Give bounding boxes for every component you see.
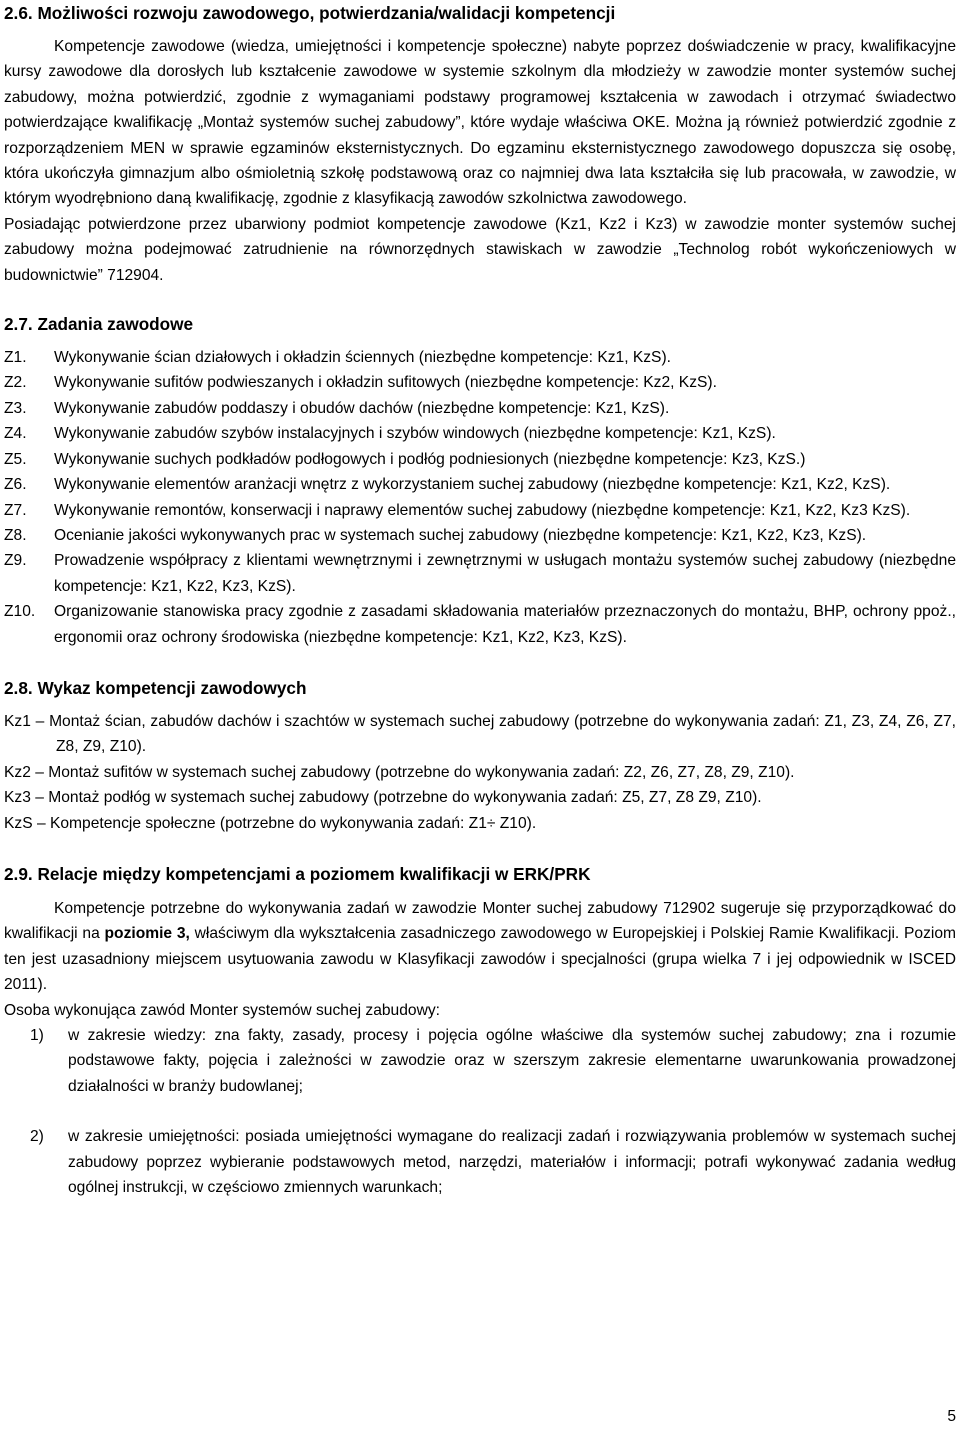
list-marker: 2) [30,1128,44,1146]
task-text: Prowadzenie współpracy z klientami wewnętrznymi i zewnętrznymi w usługach montażu systemów suchej zabudowy (niezbędne kompetencje: Kz1, Kz2, Kz3, KzS). [54,552,956,595]
task-item [4,472,956,497]
task-code: Z1. [4,349,27,367]
section-2-6-paragraph-1: Kompetencje zawodowe (wiedza, umiejętności i kompetencje społeczne) nabyte poprzez doświadczenie w pracy, kwalifikacyjne kursy zawodowe dla dorosłych lub kształcenie zawodowe w systemie szkolnym dla młodzieży w zawodzie monter systemów suchej zabudowy, można potwierdzić, zgodnie z wymaganiami podstawy programowej kształcenia w zawodach i otrzymać świadectwo potwierdzające kwalifikację „Montaż systemów suchej zabudowy”, które wydaje właściwa OKE. Można ją również potwierdzić zgodnie z rozporządzeniem MEN w sprawie egzaminów eksternistycznych. Do egzaminu eksternistycznego zawodowego dopuszcza się osobę, która ukończyła gimnazjum albo ośmioletnią szkołę podstawową oraz co najmniej dwa lata kształciła się lub pracowała, w zawodzie, w którym wyodrębniono daną kwalifikację, zgodnie z klasyfikacją zawodów szkolnictwa zawodowego. [4,38,956,208]
competence-item [4,811,956,836]
section-heading-2-9: 2.9. Relacje między kompetencjami a poziomem kwalifikacji w ERK/PRK [4,863,591,884]
competence-text: Montaż ścian, zabudów dachów i szachtów w systemach suchej zabudowy (potrzebne do wykonywania zadań: Z1, Z3, Z4, Z6, Z7, Z8, Z9, Z10). [49,712,956,756]
task-list [4,345,956,650]
task-text: Ocenianie jakości wykonywanych prac w systemach suchej zabudowy (niezbędne kompetencje: Kz1, Kz2, Kz3, KzS). [54,526,867,544]
competence-code: Kz3 [4,789,31,807]
task-code: Z2. [4,374,27,392]
task-code: Z10. [4,603,36,621]
task-text: Organizowanie stanowiska pracy zgodnie z zasadami składowania materiałów przeznaczonych do montażu, BHP, ochrony ppoż., ergonomii oraz ochrony środowiska (niezbędne kompetencje: Kz1, Kz2, Kz3, KzS). [54,603,956,646]
task-item [4,421,956,446]
task-text: Wykonywanie zabudów poddaszy i obudów dachów (niezbędne kompetencje: Kz1, KzS). [54,399,670,417]
competence-text: Montaż sufitów w systemach suchej zabudowy (potrzebne do wykonywania zadań: Z2, Z6, Z7, Z8, Z9, Z10). [48,763,795,781]
task-item [4,345,956,370]
competence-dash: – [36,814,46,832]
task-text: Wykonywanie remontów, konserwacji i naprawy elementów suchej zabudowy (niezbędne kompetencje: Kz1, Kz2, Kz3 KzS). [54,501,911,519]
task-item [4,396,956,421]
task-item [4,498,956,523]
task-code: Z8. [4,526,27,544]
qualification-level: poziomie 3, [104,925,190,943]
competence-item [4,785,956,810]
competence-code: Kz1 [4,712,31,730]
task-item [4,447,956,472]
competence-dash: – [35,763,44,781]
section-2-9-paragraph-1 [4,896,956,998]
page-number: 5 [947,1408,956,1425]
competence-list [4,709,956,836]
competence-item [4,760,956,785]
task-item [4,599,956,650]
section-heading-2-6: 2.6. Możliwości rozwoju zawodowego, potwierdzania/walidacji kompetencji [4,3,616,23]
section-2-9-paragraph-2: Osoba wykonująca zawód Monter systemów suchej zabudowy: [4,1001,440,1019]
task-code: Z5. [4,450,27,468]
numbered-list-item [4,1124,956,1200]
numbered-list-item [4,1023,956,1099]
task-code: Z3. [4,399,27,417]
numbered-list [4,1023,956,1200]
section-heading-2-7: 2.7. Zadania zawodowe [4,314,194,335]
competence-item [4,709,956,760]
list-item-text: w zakresie wiedzy: zna fakty, zasady, procesy i pojęcia ogólne właściwe dla systemów suchej zabudowy; zna i rozumie podstawowe fakty, pojęcia i zależności w zawodzie oraz w szerszym zakresie elementarne uwarunkowania prowadzonej działalności w branży budowlanej; [68,1027,956,1095]
section-heading-2-8: 2.8. Wykaz kompetencji zawodowych [4,677,307,698]
competence-code: Kz2 [4,763,31,781]
section-2-6-paragraph-2: Posiadając potwierdzone przez ubarwiony podmiot kompetencje zawodowe (Kz1, Kz2 i Kz3) w zawodzie monter systemów suchej zabudowy można podejmować zatrudnienie na równorzędnych stawiskach w zawodzie „Technolog robót wykończeniowych w budownictwie” 712904. [4,215,956,284]
task-code: Z7. [4,501,27,519]
paragraph-text-part: właściwym dla wykształcenia zasadniczego zawodowego w Europejskiej i Polskiej Ramie Kwalifikacji. Poziom ten jest uzasadniony miejscem usytuowania zawodu w Klasyfikacji zawodów i specjalności (grupa wielka 7 i jej odpowiednik w ISCED 2011). [4,925,956,994]
task-item [4,523,956,548]
competence-dash: – [35,789,44,807]
paragraph-text-part: Kompetencje potrzebne do wykonywania zadań w zawodzie Monter suchej zabudowy 712902 sugeruje się przyporządkować do kwalifikacji na [4,899,956,943]
task-code: Z9. [4,552,27,570]
task-code: Z6. [4,476,27,494]
task-item [4,370,956,395]
competence-text: Kompetencje społeczne (potrzebne do wykonywania zadań: Z1÷ Z10). [49,814,537,832]
list-item-text: w zakresie umiejętności: posiada umiejętności wymagane do realizacji zadań i rozwiązywania problemów w systemach suchej zabudowy poprzez wybieranie podstawowych metod, narzędzi, materiałów i informacji; potrafi wykonywać zadania według ogólnej instrukcji, w częściowo zmiennych warunkach; [68,1128,956,1197]
competence-text: Montaż podłóg w systemach suchej zabudowy (potrzebne do wykonywania zadań: Z5, Z7, Z8 Z9, Z10). [48,789,762,807]
competence-code: KzS [4,814,33,832]
document-page [4,0,956,1200]
task-text: Wykonywanie elementów aranżacji wnętrz z wykorzystaniem suchej zabudowy (niezbędne kompetencje: Kz1, Kz2, KzS). [54,476,891,494]
competence-dash: – [35,712,45,730]
list-marker: 1) [30,1027,44,1044]
task-text: Wykonywanie sufitów podwieszanych i okładzin sufitowych (niezbędne kompetencje: Kz2, KzS). [54,374,717,392]
task-text: Wykonywanie ścian działowych i okładzin ściennych (niezbędne kompetencje: Kz1, KzS). [54,349,671,367]
task-item [4,548,956,599]
task-text: Wykonywanie zabudów szybów instalacyjnych i szybów windowych (niezbędne kompetencje: Kz1, KzS). [54,425,776,443]
task-code: Z4. [4,425,27,443]
task-text: Wykonywanie suchych podkładów podłogowych i podłóg podniesionych (niezbędne kompetencje: Kz3, KzS.) [54,450,806,468]
